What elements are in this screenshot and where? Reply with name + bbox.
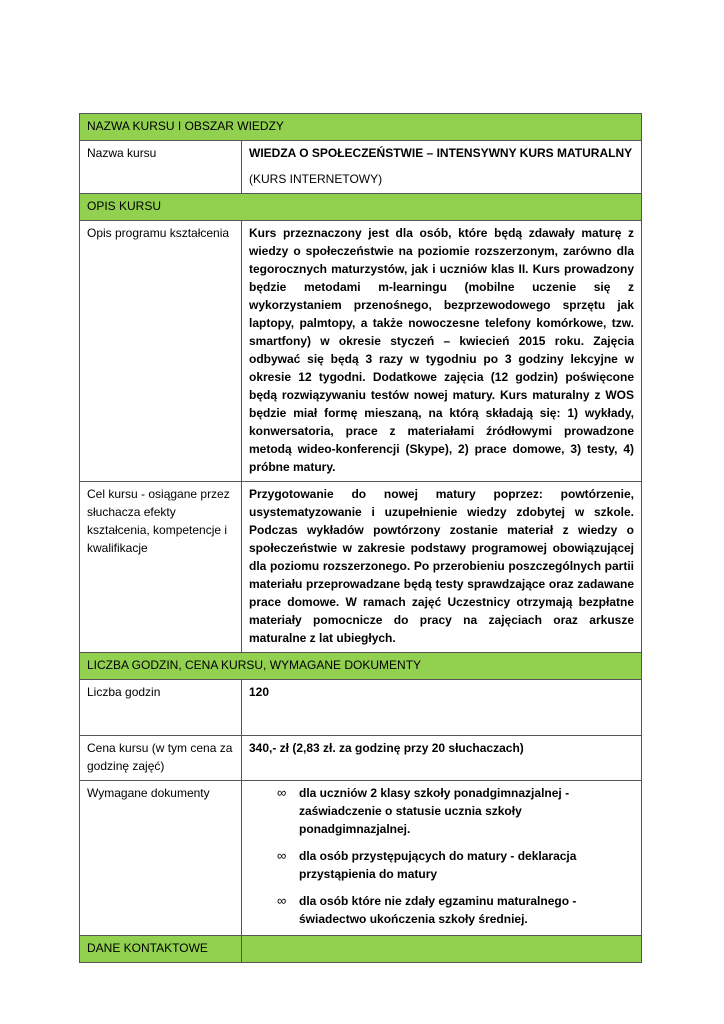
section-contact-empty [242, 936, 642, 963]
section-header-description [80, 194, 642, 221]
list-item [277, 847, 634, 883]
course-name-label: Nazwa kursu [80, 141, 242, 194]
row-course-goal [80, 482, 642, 653]
hours-value: 120 [242, 680, 642, 736]
row-required-documents [80, 781, 642, 936]
program-description-label: Opis programu kształcenia [80, 221, 242, 482]
required-documents-cell [242, 781, 642, 936]
course-info-table [79, 113, 642, 963]
row-hours [80, 680, 642, 736]
infinity-bullet-icon: ∞ [277, 893, 287, 908]
hours-label: Liczba godzin [80, 680, 242, 736]
list-item [277, 892, 634, 928]
required-documents-label: Wymagane dokumenty [80, 781, 242, 936]
section-header-hours-price [80, 653, 642, 680]
course-subtitle: (KURS INTERNETOWY) [249, 172, 383, 186]
price-value: 340,- zł (2,83 zł. za godzinę przy 20 słuchaczach) [242, 736, 642, 781]
section-title-contact: DANE KONTAKTOWE [80, 936, 242, 963]
section-title-course-name: NAZWA KURSU I OBSZAR WIEDZY [80, 114, 642, 141]
section-header-contact [80, 936, 642, 963]
document-item-text: dla uczniów 2 klasy szkoły ponadgimnazjalnej - zaświadczenie o statusie ucznia szkoły ponadgimnazjalnej. [299, 786, 570, 836]
document-item-text: dla osób przystępujących do matury - deklaracja przystąpienia do matury [299, 849, 577, 881]
section-header-course-name [80, 114, 642, 141]
infinity-bullet-icon: ∞ [277, 785, 287, 800]
section-title-description: OPIS KURSU [80, 194, 642, 221]
program-description-text: Kurs przeznaczony jest dla osób, które będą zdawały maturę z wiedzy o społeczeństwie na poziomie rozszerzonym, zarówno dla tegorocznych maturzystów, jak i uczniów klas II. Kurs prowadzony będzie metodami m-learningu (mobilne uczenie się z wykorzystaniem przenośnego, bezprzewodowego sprzętu jak laptopy, palmtopy, a także nowoczesne telefony komórkowe, tzw. smartfony) w okresie styczeń – kwiecień 2015 roku. Zajęcia odbywać się będą 3 razy w tygodniu po 3 godziny lekcyjne w okresie 12 tygodni. Dodatkowe zajęcia (12 godzin) poświęcone będą rozwiązywaniu testów nowej matury. Kurs maturalny z WOS będzie miał formę mieszaną, na którą składają się: 1) wykłady, konwersatoria, prace z materiałami źródłowymi prowadzone metodą wideo-konferencji (Skype), 2) prace domowe, 3) testy, 4) próbne matury. [242, 221, 642, 482]
course-goal-text: Przygotowanie do nowej matury poprzez: powtórzenie, usystematyzowanie i uzupełnienie wiedzy zdobytej w szkole. Podczas wykładów powtórzony zostanie materiał z wiedzy o społeczeństwie w zakresie podstawy programowej obowiązującej dla poziomu rozszerzonego. Po przerobieniu poszczególnych partii materiału przeprowadzane będą testy sprawdzające oraz zadawane prace domowe. W ramach zajęć Uczestnicy otrzymają bezpłatne materiały pomocnicze do pracy na zajęciach oraz arkusze maturalne z lat ubiegłych. [242, 482, 642, 653]
course-goal-label: Cel kursu - osiągane przez słuchacza efekty kształcenia, kompetencje i kwalifikacje [80, 482, 242, 653]
row-program-description [80, 221, 642, 482]
document-item-text: dla osób które nie zdały egzaminu maturalnego - świadectwo ukończenia szkoły średniej. [299, 894, 577, 926]
row-course-name [80, 141, 642, 194]
price-label: Cena kursu (w tym cena za godzinę zajęć) [80, 736, 242, 781]
list-item [277, 784, 634, 838]
course-title: WIEDZA O SPOŁECZEŃSTWIE – INTENSYWNY KURS MATURALNY [249, 146, 633, 160]
row-price [80, 736, 642, 781]
required-documents-list [249, 784, 634, 928]
infinity-bullet-icon: ∞ [277, 848, 287, 863]
section-title-hours-price: LICZBA GODZIN, CENA KURSU, WYMAGANE DOKUMENTY [80, 653, 642, 680]
course-name-cell [242, 141, 642, 194]
